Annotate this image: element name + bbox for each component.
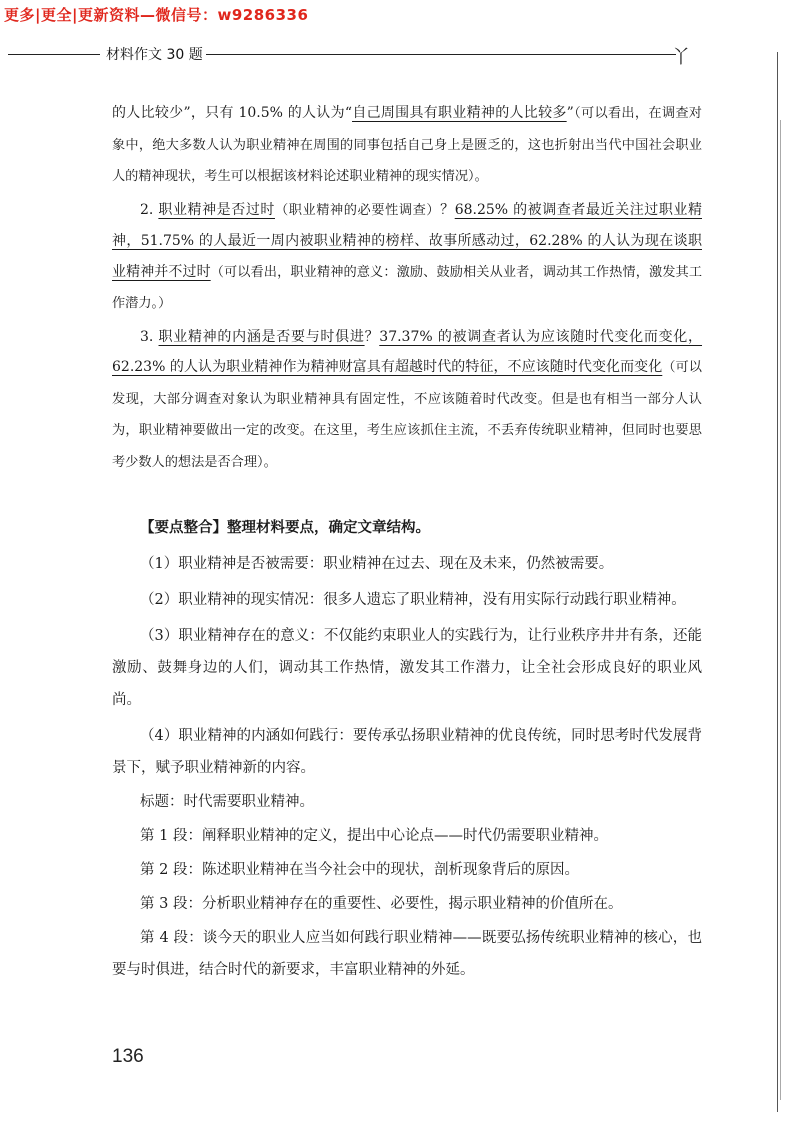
item3-body: 37.37% 的被调查者认为应该随时代变化而变化，62.23% 的人认为职业精神作为精神财富具有超越时代的特征，不应该随时代变化而变化 [112,328,703,375]
summary-section [112,512,702,986]
intro-lead: 的人比较少”，只有 10.5% 的人认为“ [112,105,353,121]
main-content [112,98,702,986]
outline-title-line: 标题：时代需要职业精神。 [140,794,314,810]
intro-quote-end: ” [566,105,574,121]
page-edge-line [777,52,778,1112]
running-header [0,42,700,66]
outline-paragraph-2: 第 2 段：陈述职业精神在当今社会中的现状，剖析现象背后的原因。 [140,862,579,878]
item2-note2: （可以看出，职业精神的意义：激励、鼓励相关从业者，调动其工作热情，激发其工作潜力。） [112,264,703,311]
item2-body: 68.25% 的被调查者最近关注过职业精神，51.75% 的人最近一周内被职业精神的榜样、故事所感动过，62.28% 的人认为现在谈职业精神并不过时 [112,201,702,280]
survey-item-3 [112,322,702,479]
outline-paragraph-1: 第 1 段：阐释职业精神的定义，提出中心论点——时代仍需要职业精神。 [140,828,608,844]
item3-title: 职业精神的内涵是否要与时俱进 [158,328,365,345]
summary-point: （3）职业精神存在的意义：不仅能约束职业人的实践行为，让行业秩序井井有条，还能激励、鼓舞身边的人们，调动其工作热情，激发其工作潜力，让全社会形成良好的职业风尚。 [112,628,702,708]
summary-heading-text: 整理材料要点，确定文章结构。 [227,520,430,536]
item3-question-mark: ？ [364,328,380,345]
summary-heading-label: 【要点整合】 [140,520,227,536]
intro-paragraph [112,98,702,193]
survey-item-2 [112,195,702,320]
page-edge-line-faint [780,120,781,1100]
header-title: 材料作文 30 题 [106,47,203,63]
summary-heading [112,512,702,544]
intro-note: （可以看出，在调查对象中，绝大多数人认为职业精神在周围的同事包括自己身上是匮乏的，这也折射出当代中国社会职业人的精神现状，考生可以根据该材料论述职业精神的现实情况）。 [112,106,702,184]
outline-paragraph-4: 第 4 段：谈今天的职业人应当如何践行职业精神——既要弘扬传统职业精神的核心，也要与时俱进，结合时代的新要求，丰富职业精神的外延。 [112,930,702,978]
item2-number: 2. [140,201,159,218]
header-rule-right [206,54,676,55]
header-ornament: 丫 [672,47,690,68]
summary-point: （4）职业精神的内涵如何践行：要传承弘扬职业精神的优良传统，同时思考时代发展背景下，赋予职业精神新的内容。 [112,728,702,776]
outline-paragraph-3: 第 3 段：分析职业精神存在的重要性、必要性，揭示职业精神的价值所在。 [140,896,623,912]
intro-quote: 自己周围具有职业精神的人比较多 [352,105,567,121]
item2-note1: （职业精神的必要性调查） [274,202,441,218]
header-rule-left [8,54,100,55]
item3-note: （可以发现，大部分调查对象认为职业精神具有固定性，不应该随着时代改变。但是也有相当一部分人认为，职业精神要做出一定的改变。在这里，考生应该抓住主流，不丢弃传统职业精神，但同时也要思考少数人的想法是否合理）。 [112,360,702,470]
item2-title: 职业精神是否过时 [158,201,275,218]
item2-question-mark: ？ [440,201,455,218]
summary-point: （2）职业精神的现实情况：很多人遗忘了职业精神，没有用实际行动践行职业精神。 [140,592,686,608]
summary-point: （1）职业精神是否被需要：职业精神在过去、现在及未来，仍然被需要。 [140,556,614,572]
item3-number: 3. [140,328,159,345]
promo-watermark-text: 更多|更全|更新资料—微信号：w9286336 [4,6,309,24]
page-number: 136 [112,1046,144,1067]
